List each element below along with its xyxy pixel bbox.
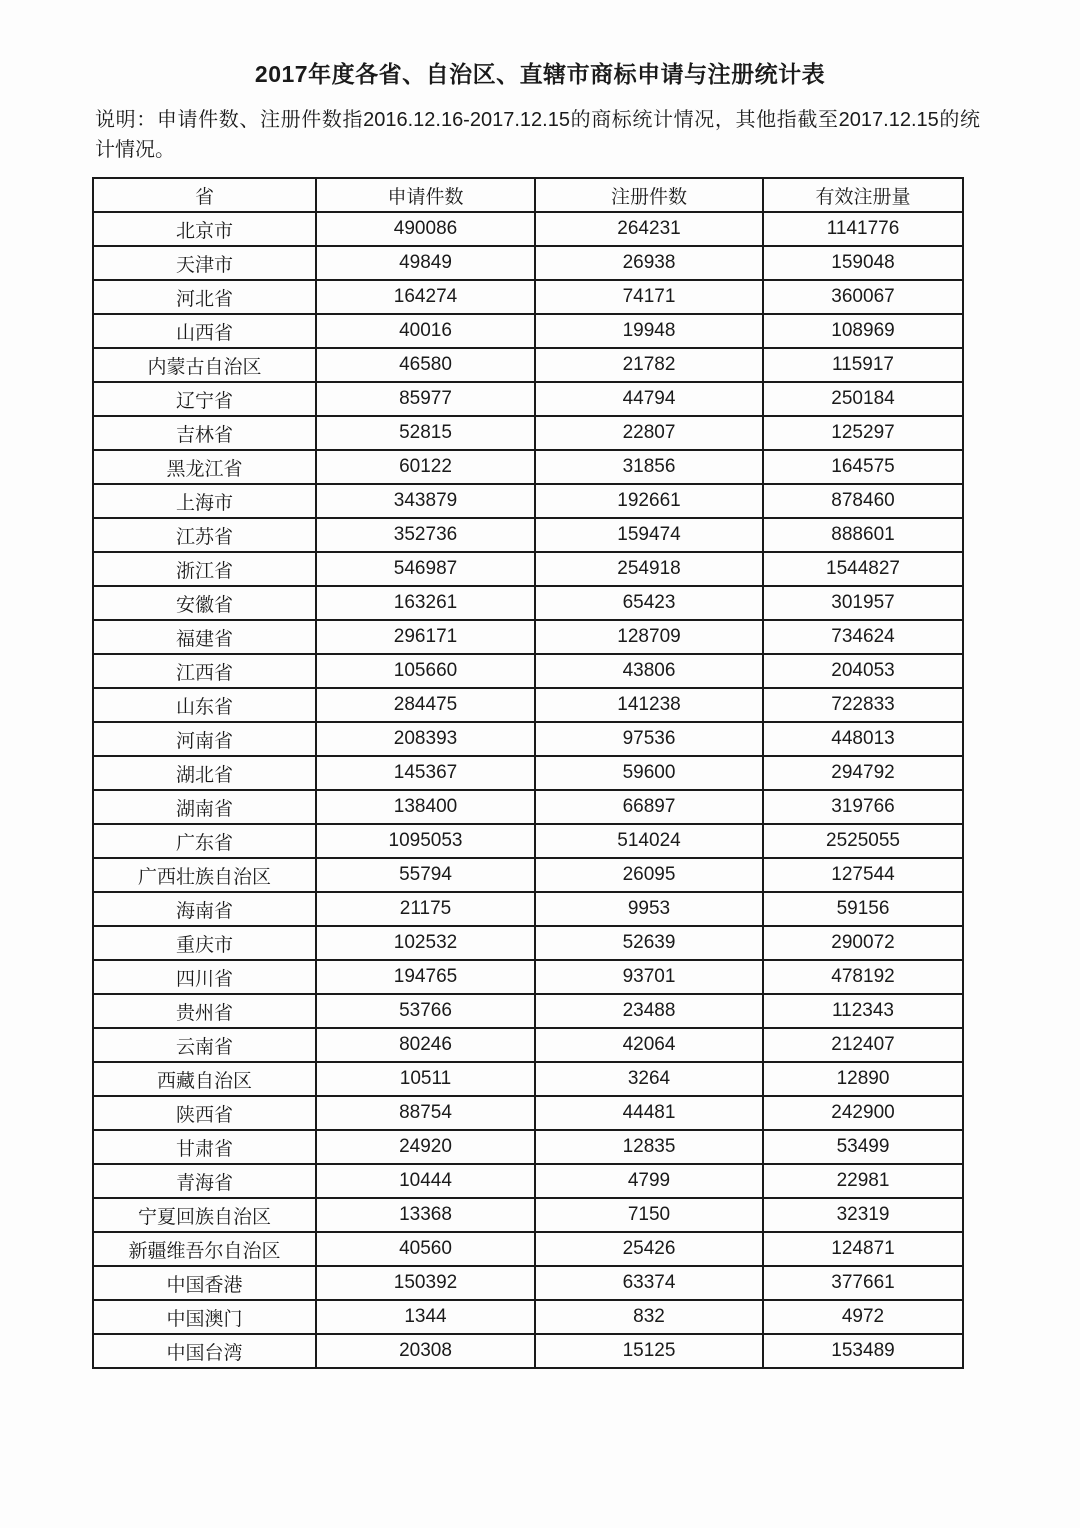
table-row <box>93 1198 963 1232</box>
applications-cell: 1095053 <box>316 824 535 858</box>
note-text: 说明：申请件数、注册件数指2016.12.16-2017.12.15的商标统计情况，其他指截至2017.12.15的统计情况。 <box>95 109 980 161</box>
registrations-cell: 97536 <box>535 722 763 756</box>
valid-registrations-cell: 59156 <box>763 892 963 926</box>
table-row <box>93 620 963 654</box>
table-row <box>93 484 963 518</box>
valid-registrations-cell: 153489 <box>763 1334 963 1368</box>
valid-registrations-cell: 204053 <box>763 654 963 688</box>
applications-cell: 490086 <box>316 212 535 246</box>
province-cell: 辽宁省 <box>93 382 316 416</box>
registrations-cell: 74171 <box>535 280 763 314</box>
valid-registrations-cell: 1141776 <box>763 212 963 246</box>
page-title: 2017年度各省、自治区、直辖市商标申请与注册统计表 <box>254 61 826 87</box>
valid-registrations-cell: 125297 <box>763 416 963 450</box>
applications-cell: 163261 <box>316 586 535 620</box>
province-cell: 中国香港 <box>93 1266 316 1300</box>
valid-registrations-cell: 1544827 <box>763 552 963 586</box>
registrations-cell: 52639 <box>535 926 763 960</box>
header-valid-registrations: 有效注册量 <box>763 178 963 212</box>
registrations-cell: 31856 <box>535 450 763 484</box>
valid-registrations-cell: 250184 <box>763 382 963 416</box>
province-cell: 中国澳门 <box>93 1300 316 1334</box>
applications-cell: 105660 <box>316 654 535 688</box>
table-row <box>93 1062 963 1096</box>
table-row <box>93 1266 963 1300</box>
applications-cell: 284475 <box>316 688 535 722</box>
province-cell: 中国台湾 <box>93 1334 316 1368</box>
table-row <box>93 790 963 824</box>
valid-registrations-cell: 12890 <box>763 1062 963 1096</box>
table-row <box>93 416 963 450</box>
province-cell: 上海市 <box>93 484 316 518</box>
province-cell: 黑龙江省 <box>93 450 316 484</box>
table-row <box>93 926 963 960</box>
applications-cell: 60122 <box>316 450 535 484</box>
registrations-cell: 22807 <box>535 416 763 450</box>
applications-cell: 1344 <box>316 1300 535 1334</box>
province-cell: 福建省 <box>93 620 316 654</box>
province-cell: 北京市 <box>93 212 316 246</box>
registrations-cell: 66897 <box>535 790 763 824</box>
province-cell: 广西壮族自治区 <box>93 858 316 892</box>
table-row <box>93 382 963 416</box>
valid-registrations-cell: 4972 <box>763 1300 963 1334</box>
table-row <box>93 1164 963 1198</box>
valid-registrations-cell: 734624 <box>763 620 963 654</box>
registrations-cell: 141238 <box>535 688 763 722</box>
valid-registrations-cell: 108969 <box>763 314 963 348</box>
registrations-cell: 3264 <box>535 1062 763 1096</box>
province-cell: 陕西省 <box>93 1096 316 1130</box>
valid-registrations-cell: 115917 <box>763 348 963 382</box>
valid-registrations-cell: 294792 <box>763 756 963 790</box>
applications-cell: 150392 <box>316 1266 535 1300</box>
valid-registrations-cell: 722833 <box>763 688 963 722</box>
table-row <box>93 518 963 552</box>
applications-cell: 546987 <box>316 552 535 586</box>
province-cell: 广东省 <box>93 824 316 858</box>
valid-registrations-cell: 888601 <box>763 518 963 552</box>
applications-cell: 85977 <box>316 382 535 416</box>
province-cell: 河南省 <box>93 722 316 756</box>
valid-registrations-cell: 878460 <box>763 484 963 518</box>
registrations-cell: 42064 <box>535 1028 763 1062</box>
table-row <box>93 212 963 246</box>
applications-cell: 52815 <box>316 416 535 450</box>
applications-cell: 145367 <box>316 756 535 790</box>
valid-registrations-cell: 301957 <box>763 586 963 620</box>
table-row <box>93 280 963 314</box>
table-row <box>93 1096 963 1130</box>
province-cell: 西藏自治区 <box>93 1062 316 1096</box>
registrations-cell: 192661 <box>535 484 763 518</box>
valid-registrations-cell: 112343 <box>763 994 963 1028</box>
header-row <box>93 178 963 212</box>
valid-registrations-cell: 127544 <box>763 858 963 892</box>
table-row <box>93 994 963 1028</box>
applications-cell: 40016 <box>316 314 535 348</box>
registrations-cell: 23488 <box>535 994 763 1028</box>
table-row <box>93 722 963 756</box>
registrations-cell: 59600 <box>535 756 763 790</box>
applications-cell: 24920 <box>316 1130 535 1164</box>
registrations-cell: 44794 <box>535 382 763 416</box>
registrations-cell: 254918 <box>535 552 763 586</box>
applications-cell: 352736 <box>316 518 535 552</box>
applications-cell: 194765 <box>316 960 535 994</box>
valid-registrations-cell: 360067 <box>763 280 963 314</box>
applications-cell: 102532 <box>316 926 535 960</box>
table-row <box>93 756 963 790</box>
registrations-cell: 26095 <box>535 858 763 892</box>
registrations-cell: 15125 <box>535 1334 763 1368</box>
registrations-cell: 4799 <box>535 1164 763 1198</box>
applications-cell: 53766 <box>316 994 535 1028</box>
registrations-cell: 128709 <box>535 620 763 654</box>
valid-registrations-cell: 242900 <box>763 1096 963 1130</box>
province-cell: 河北省 <box>93 280 316 314</box>
registrations-cell: 19948 <box>535 314 763 348</box>
province-cell: 湖北省 <box>93 756 316 790</box>
applications-cell: 21175 <box>316 892 535 926</box>
header-province: 省 <box>93 178 316 212</box>
registrations-cell: 63374 <box>535 1266 763 1300</box>
applications-cell: 49849 <box>316 246 535 280</box>
registrations-cell: 21782 <box>535 348 763 382</box>
province-cell: 江西省 <box>93 654 316 688</box>
applications-cell: 80246 <box>316 1028 535 1062</box>
valid-registrations-cell: 22981 <box>763 1164 963 1198</box>
registrations-cell: 43806 <box>535 654 763 688</box>
province-cell: 重庆市 <box>93 926 316 960</box>
applications-cell: 296171 <box>316 620 535 654</box>
header-applications: 申请件数 <box>316 178 535 212</box>
registrations-cell: 832 <box>535 1300 763 1334</box>
valid-registrations-cell: 319766 <box>763 790 963 824</box>
table-row <box>93 858 963 892</box>
province-cell: 吉林省 <box>93 416 316 450</box>
registrations-cell: 93701 <box>535 960 763 994</box>
valid-registrations-cell: 32319 <box>763 1198 963 1232</box>
registrations-cell: 7150 <box>535 1198 763 1232</box>
registrations-cell: 159474 <box>535 518 763 552</box>
table-row <box>93 348 963 382</box>
province-cell: 天津市 <box>93 246 316 280</box>
registrations-cell: 12835 <box>535 1130 763 1164</box>
applications-cell: 343879 <box>316 484 535 518</box>
province-cell: 内蒙古自治区 <box>93 348 316 382</box>
applications-cell: 40560 <box>316 1232 535 1266</box>
statistics-table <box>92 177 964 1369</box>
applications-cell: 46580 <box>316 348 535 382</box>
table-row <box>93 1300 963 1334</box>
applications-cell: 20308 <box>316 1334 535 1368</box>
table-row <box>93 552 963 586</box>
province-cell: 浙江省 <box>93 552 316 586</box>
province-cell: 新疆维吾尔自治区 <box>93 1232 316 1266</box>
table-row <box>93 1232 963 1266</box>
valid-registrations-cell: 448013 <box>763 722 963 756</box>
table-row <box>93 1334 963 1368</box>
province-cell: 山西省 <box>93 314 316 348</box>
applications-cell: 13368 <box>316 1198 535 1232</box>
table-row <box>93 586 963 620</box>
applications-cell: 208393 <box>316 722 535 756</box>
table-row <box>93 314 963 348</box>
province-cell: 贵州省 <box>93 994 316 1028</box>
registrations-cell: 25426 <box>535 1232 763 1266</box>
valid-registrations-cell: 212407 <box>763 1028 963 1062</box>
table-row <box>93 1028 963 1062</box>
province-cell: 海南省 <box>93 892 316 926</box>
registrations-cell: 9953 <box>535 892 763 926</box>
registrations-cell: 65423 <box>535 586 763 620</box>
province-cell: 四川省 <box>93 960 316 994</box>
applications-cell: 88754 <box>316 1096 535 1130</box>
province-cell: 云南省 <box>93 1028 316 1062</box>
table-row <box>93 246 963 280</box>
province-cell: 江苏省 <box>93 518 316 552</box>
valid-registrations-cell: 290072 <box>763 926 963 960</box>
table-row <box>93 1130 963 1164</box>
valid-registrations-cell: 478192 <box>763 960 963 994</box>
valid-registrations-cell: 164575 <box>763 450 963 484</box>
table-body <box>93 212 963 1368</box>
table-row <box>93 892 963 926</box>
header-registrations: 注册件数 <box>535 178 763 212</box>
applications-cell: 164274 <box>316 280 535 314</box>
registrations-cell: 514024 <box>535 824 763 858</box>
table-row <box>93 960 963 994</box>
registrations-cell: 26938 <box>535 246 763 280</box>
valid-registrations-cell: 2525055 <box>763 824 963 858</box>
province-cell: 湖南省 <box>93 790 316 824</box>
applications-cell: 55794 <box>316 858 535 892</box>
applications-cell: 10444 <box>316 1164 535 1198</box>
province-cell: 山东省 <box>93 688 316 722</box>
valid-registrations-cell: 159048 <box>763 246 963 280</box>
province-cell: 安徽省 <box>93 586 316 620</box>
province-cell: 甘肃省 <box>93 1130 316 1164</box>
applications-cell: 138400 <box>316 790 535 824</box>
registrations-cell: 44481 <box>535 1096 763 1130</box>
table-row <box>93 688 963 722</box>
registrations-cell: 264231 <box>535 212 763 246</box>
province-cell: 宁夏回族自治区 <box>93 1198 316 1232</box>
table-row <box>93 824 963 858</box>
valid-registrations-cell: 124871 <box>763 1232 963 1266</box>
table-row <box>93 654 963 688</box>
valid-registrations-cell: 53499 <box>763 1130 963 1164</box>
applications-cell: 10511 <box>316 1062 535 1096</box>
table-row <box>93 450 963 484</box>
valid-registrations-cell: 377661 <box>763 1266 963 1300</box>
province-cell: 青海省 <box>93 1164 316 1198</box>
